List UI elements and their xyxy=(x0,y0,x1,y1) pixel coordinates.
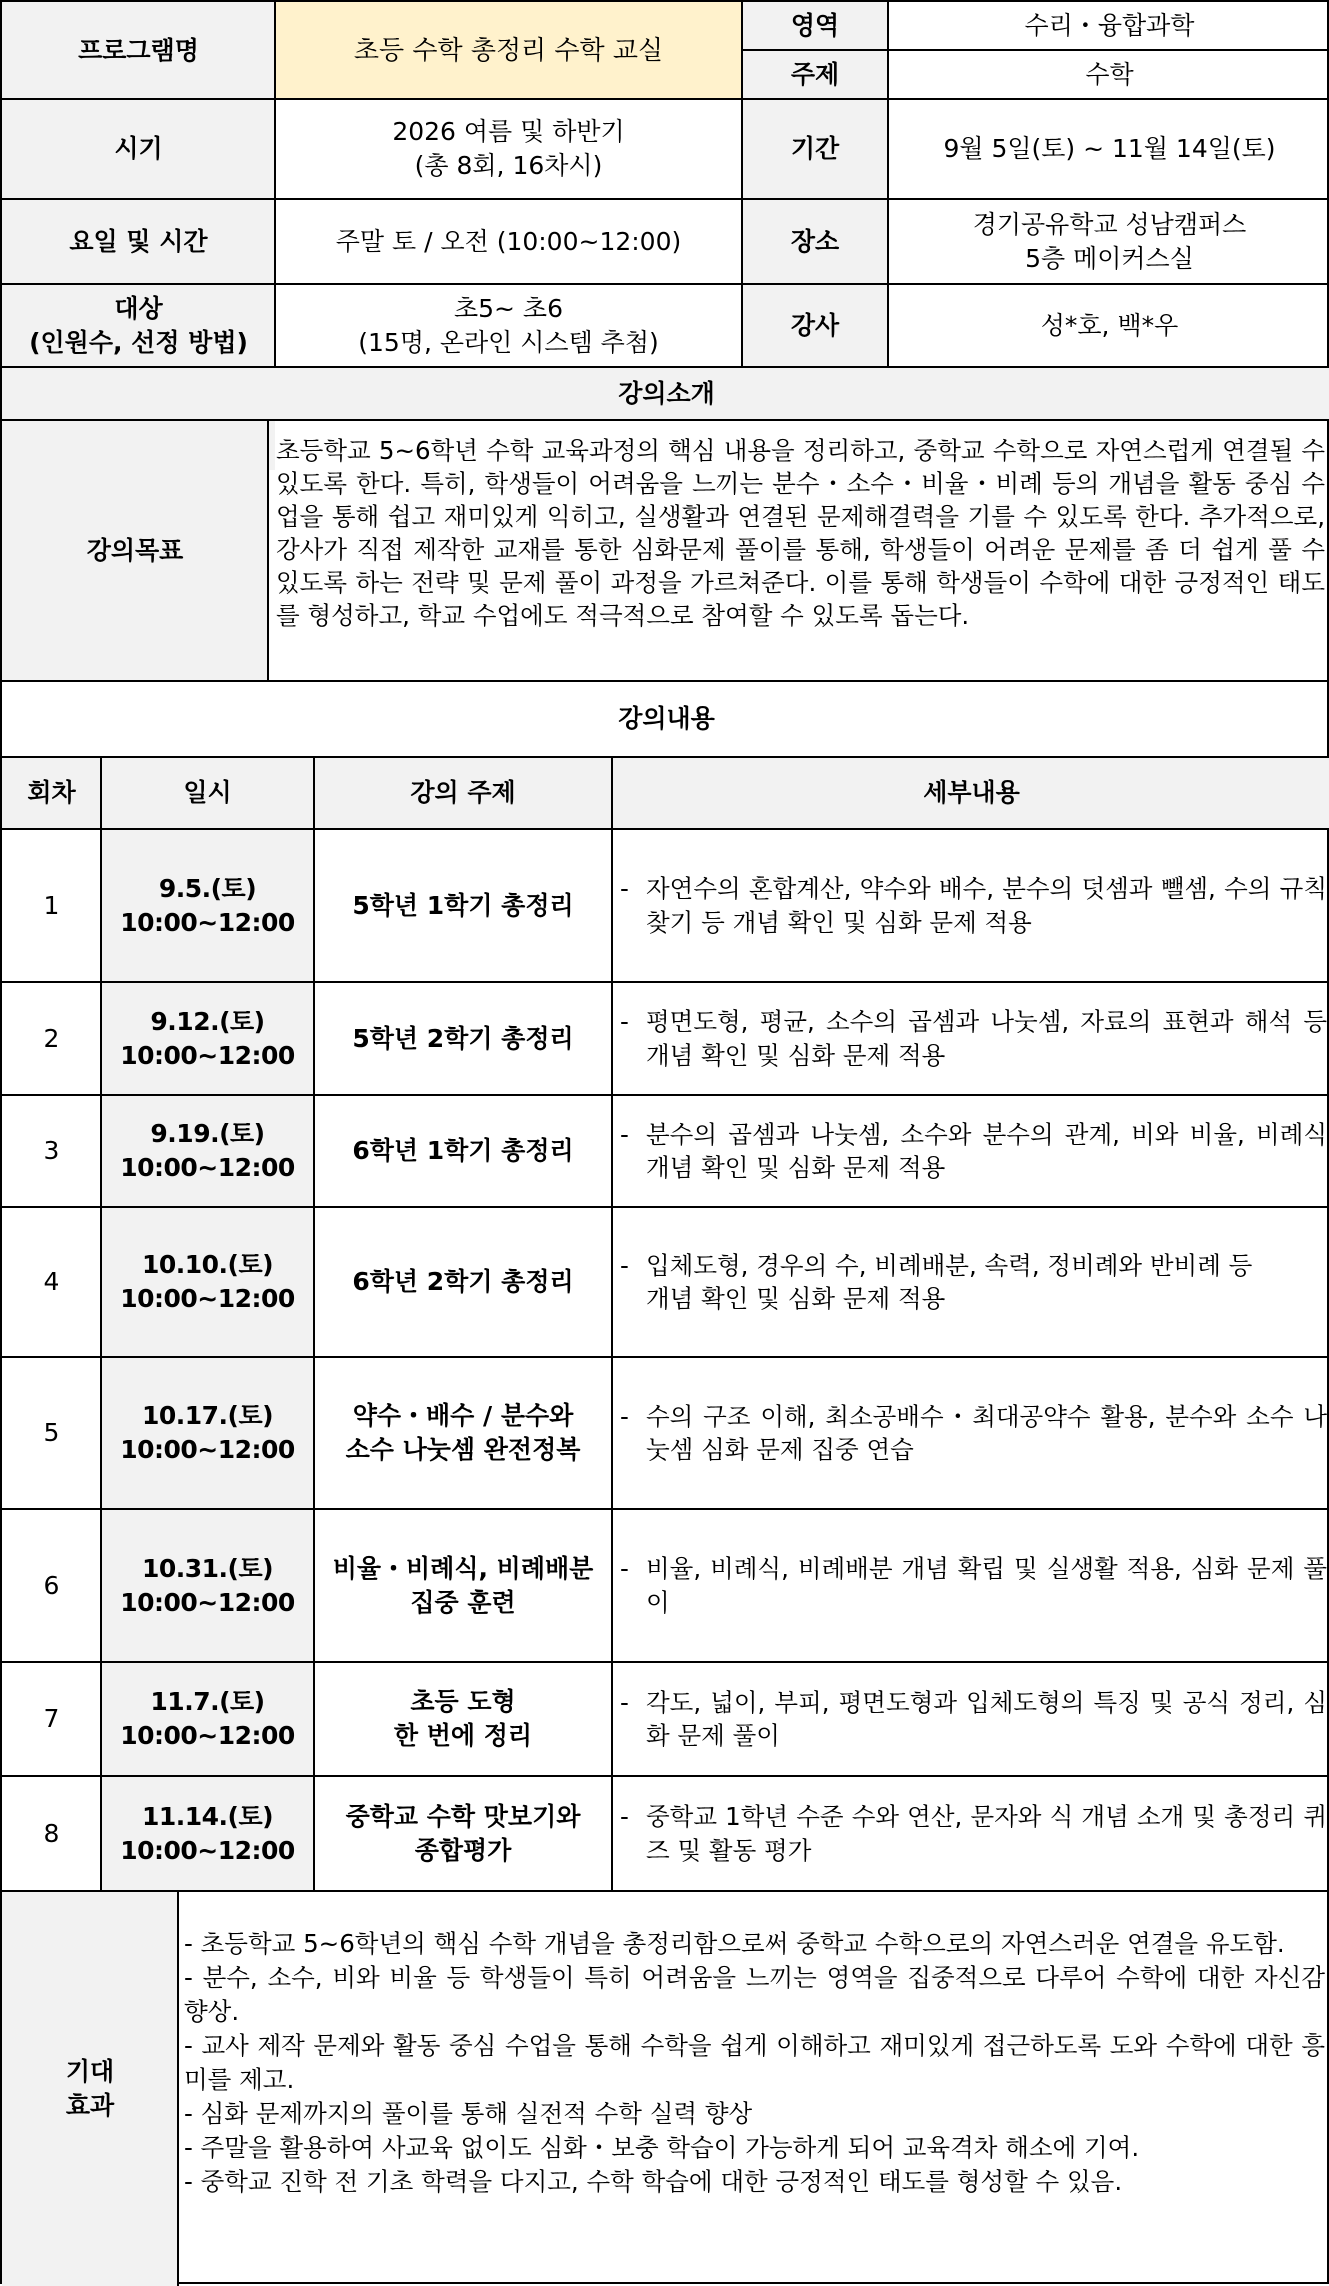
lesson-date: 10.31.(토) xyxy=(141,1553,274,1583)
v-rule xyxy=(267,420,269,681)
h-rule xyxy=(2,98,1329,100)
h-rule xyxy=(2,1206,1329,1208)
area-value: 수리・융합과학 xyxy=(1024,11,1195,40)
bullet-dash: - xyxy=(620,1007,629,1036)
lesson-detail-text: 평면도형, 평균, 소수의 곱셈과 나눗셈, 자료의 표현과 해석 등 개념 확인 및 심화 문제 적용 xyxy=(646,1007,1327,1070)
goal-text: 초등학교 5~6학년 수학 교육과정의 핵심 내용을 정리하고, 중학교 수학으로 자연스럽게 연결될 수 있도록 한다. 특히, 학생들이 어려움을 느끼는 분수・소수・비율・비례 등의 개념을 활동 중심 수업을 통해 쉽고 재미있게 익히고, 실생활과 연결된 문제해결력을 기를 수 있도록 한다. 추가적으로, 강사가 직접 제작한 교재를 통한 심화문제 풀이를 통해, 학생들이 어려운 문제를 좀 더 쉽게 풀 수 있도록 하는 전략 및 문제 풀이 과정을 가르쳐준다. 이를 통해 학생들이 수학에 대한 긍정적인 태도를 형성하고, 학교 수업에도 적극적으로 참여할 수 있도록 돕는다. xyxy=(276,436,1326,630)
lesson-detail xyxy=(612,1207,1329,1357)
target-value: 초5~ 초6 (15명, 온라인 시스템 추첨) xyxy=(358,293,659,357)
bullet-dash: - xyxy=(620,1687,629,1717)
lesson-topic: 6학년 1학기 총정리 xyxy=(352,1136,574,1165)
lesson-detail xyxy=(612,829,1329,982)
lesson-detail-item xyxy=(620,1249,1327,1316)
lesson-datetime xyxy=(101,1662,314,1776)
effect-item: - 분수, 소수, 비와 비율 등 학생들이 특히 어려움을 느끼는 영역을 집중적으로 다루어 수학에 대한 자신감 향상. xyxy=(184,1963,1325,2026)
intro-section-title: 강의소개 xyxy=(618,378,715,408)
header-detail: 세부내용 xyxy=(923,778,1020,807)
lesson-number: 6 xyxy=(43,1570,60,1600)
h-rule xyxy=(2,1890,1329,1892)
lesson-detail-text: 분수의 곱셈과 나눗셈, 소수와 분수의 관계, 비와 비율, 비례식 개념 확인 및 심화 문제 적용 xyxy=(646,1119,1327,1182)
lesson-number: 8 xyxy=(43,1818,60,1848)
h-rule xyxy=(2,198,1329,200)
lesson-time: 10:00~12:00 xyxy=(120,1835,295,1865)
lesson-time: 10:00~12:00 xyxy=(120,1587,295,1617)
effect-item: - 주말을 활용하여 사교육 없이도 심화・보충 학습이 가능하게 되어 교육격차 해소에 기여. xyxy=(184,2133,1140,2162)
lesson-number: 4 xyxy=(43,1267,60,1296)
lesson-topic: 5학년 1학기 총정리 xyxy=(352,890,574,920)
lesson-date: 9.19.(토) xyxy=(150,1119,265,1148)
lesson-date: 10.17.(토) xyxy=(141,1401,274,1430)
program-value: 초등 수학 총정리 수학 교실 xyxy=(353,35,664,66)
header-round: 회차 xyxy=(27,778,76,807)
v-rule xyxy=(100,757,102,1891)
schedule-label: 요일 및 시간 xyxy=(69,226,208,256)
lesson-time: 10:00~12:00 xyxy=(120,907,295,937)
bullet-dash: - xyxy=(620,1119,629,1149)
period-value: 2026 여름 및 하반기 (총 8회, 16차시) xyxy=(392,117,625,180)
lesson-detail-text: 자연수의 혼합계산, 약수와 배수, 분수의 덧셈과 뺄셈, 수의 규칙 찾기 등 개념 확인 및 심화 문제 적용 xyxy=(646,874,1327,937)
h-rule xyxy=(2,1356,1329,1358)
lesson-datetime xyxy=(101,1357,314,1509)
duration-label: 기간 xyxy=(790,134,840,163)
lesson-detail xyxy=(612,1509,1329,1662)
lesson-detail-item xyxy=(620,1552,1327,1619)
v-rule xyxy=(741,2,743,367)
lesson-topic: 5학년 2학기 총정리 xyxy=(352,1023,574,1053)
h-rule xyxy=(2,756,1329,758)
h-rule xyxy=(2,1094,1329,1096)
lesson-detail-item xyxy=(620,1686,1327,1753)
h-rule xyxy=(742,49,1329,51)
teacher-label: 강사 xyxy=(790,310,840,340)
lesson-topic: 비율・비례식, 비례배분 집중 훈련 xyxy=(332,1553,594,1617)
lesson-datetime xyxy=(101,1776,314,1891)
lesson-detail-item xyxy=(620,1800,1327,1867)
v-rule xyxy=(177,1891,179,2286)
v-rule xyxy=(887,2,889,367)
lesson-detail xyxy=(612,1357,1329,1509)
effects-label: 기대 효과 xyxy=(65,2056,115,2120)
lesson-time: 10:00~12:00 xyxy=(120,1721,295,1750)
lesson-topic: 중학교 수학 맛보기와 종합평가 xyxy=(345,1801,581,1865)
place-label: 장소 xyxy=(790,226,840,256)
content-section-title: 강의내용 xyxy=(618,704,715,733)
effect-item: - 중학교 진학 전 기초 학력을 다지고, 수학 학습에 대한 긍정적인 태도를 형성할 수 있음. xyxy=(184,2167,1123,2196)
lesson-time: 10:00~12:00 xyxy=(120,1153,295,1182)
goal-label: 강의목표 xyxy=(86,535,184,565)
lesson-datetime xyxy=(101,829,314,982)
lesson-number: 3 xyxy=(43,1136,60,1165)
lesson-detail-item xyxy=(620,872,1327,939)
v-rule xyxy=(274,2,276,367)
teacher-value: 성*호, 백*우 xyxy=(1040,310,1179,340)
schedule-value: 주말 토 / 오전 (10:00~12:00) xyxy=(335,226,682,256)
lesson-detail xyxy=(612,1776,1329,1891)
lesson-number: 1 xyxy=(43,890,60,920)
bullet-dash: - xyxy=(620,874,629,903)
period-label: 시기 xyxy=(114,134,163,163)
lesson-detail-text: 비율, 비례식, 비례배분 개념 확립 및 실생활 적용, 심화 문제 풀이 xyxy=(646,1554,1327,1617)
effect-item: - 심화 문제까지의 풀이를 통해 실전적 수학 실력 향상 xyxy=(184,2099,753,2128)
effects-list xyxy=(178,1927,1329,2267)
lesson-detail-text: 수의 구조 이해, 최소공배수・최대공약수 활용, 분수와 소수 나눗셈 심화 문제 집중 연습 xyxy=(646,1401,1327,1464)
area-label: 영역 xyxy=(790,11,840,40)
lesson-date: 9.12.(토) xyxy=(150,1006,265,1036)
lesson-detail-item xyxy=(620,1118,1327,1185)
lesson-time: 10:00~12:00 xyxy=(120,1284,295,1313)
bullet-dash: - xyxy=(620,1401,629,1431)
lesson-detail-text: 중학교 1학년 수준 수와 연산, 문자와 식 개념 소개 및 총정리 퀴즈 및 활동 평가 xyxy=(646,1802,1327,1865)
lesson-time: 10:00~12:00 xyxy=(120,1435,295,1464)
lesson-datetime xyxy=(101,1095,314,1207)
bullet-dash: - xyxy=(620,1250,629,1280)
lesson-date: 11.7.(토) xyxy=(150,1687,265,1716)
bullet-dash: - xyxy=(620,1554,629,1583)
lesson-detail xyxy=(612,1095,1329,1207)
lesson-number: 5 xyxy=(43,1418,60,1447)
lesson-number: 2 xyxy=(43,1023,60,1053)
v-rule xyxy=(313,757,315,1891)
lesson-date: 11.14.(토) xyxy=(141,1801,274,1831)
header-date: 일시 xyxy=(183,778,232,807)
lesson-time: 10:00~12:00 xyxy=(120,1040,295,1070)
lesson-detail xyxy=(612,982,1329,1095)
lesson-topic: 약수・배수 / 분수와 소수 나눗셈 완전정복 xyxy=(345,1401,581,1464)
lesson-topic: 초등 도형 한 번에 정리 xyxy=(393,1687,533,1750)
lesson-detail-text: 각도, 넓이, 부피, 평면도형과 입체도형의 특징 및 공식 정리, 심화 문제 풀이 xyxy=(646,1687,1327,1750)
topic-value: 수학 xyxy=(1085,59,1134,89)
h-rule xyxy=(2,283,1329,285)
lesson-detail-item xyxy=(620,1400,1327,1467)
lesson-date: 9.5.(토) xyxy=(158,873,257,903)
lesson-datetime xyxy=(101,982,314,1095)
h-rule xyxy=(2,1508,1329,1510)
effect-item: - 초등학교 5~6학년의 핵심 수학 개념을 총정리함으로써 중학교 수학으로의 자연스러운 연결을 유도함. xyxy=(184,1929,1285,1958)
program-label: 프로그램명 xyxy=(78,35,199,65)
h-rule xyxy=(2,1661,1329,1663)
h-rule xyxy=(2,828,1329,830)
lesson-topic: 6학년 2학기 총정리 xyxy=(352,1267,574,1296)
target-label: 대상 (인원수, 선정 방법) xyxy=(29,293,248,357)
duration-value: 9월 5일(토) ~ 11월 14일(토) xyxy=(943,134,1276,163)
h-rule xyxy=(2,1775,1329,1777)
lesson-date: 10.10.(토) xyxy=(141,1250,274,1279)
v-rule xyxy=(611,757,613,1891)
h-rule xyxy=(2,366,1329,368)
h-rule xyxy=(2,680,1329,682)
header-topic: 강의 주제 xyxy=(410,778,516,807)
lesson-detail-item xyxy=(620,1005,1327,1072)
h-rule xyxy=(2,981,1329,983)
h-rule xyxy=(2,419,1329,421)
lesson-datetime xyxy=(101,1207,314,1357)
lesson-detail xyxy=(612,1662,1329,1776)
lesson-detail-text: 입체도형, 경우의 수, 비례배분, 속력, 정비례와 반비례 등 개념 확인 및 심화 문제 적용 xyxy=(646,1250,1253,1313)
lesson-number: 7 xyxy=(43,1704,60,1733)
place-value: 경기공유학교 성남캠퍼스 5층 메이커스실 xyxy=(972,209,1247,273)
effect-item: - 교사 제작 문제와 활동 중심 수업을 통해 수학을 쉽게 이해하고 재미있게 접근하도록 도와 수학에 대한 흥미를 제고. xyxy=(184,2031,1325,2094)
lesson-datetime xyxy=(101,1509,314,1662)
bullet-dash: - xyxy=(620,1802,629,1831)
topic-label: 주제 xyxy=(790,59,840,89)
